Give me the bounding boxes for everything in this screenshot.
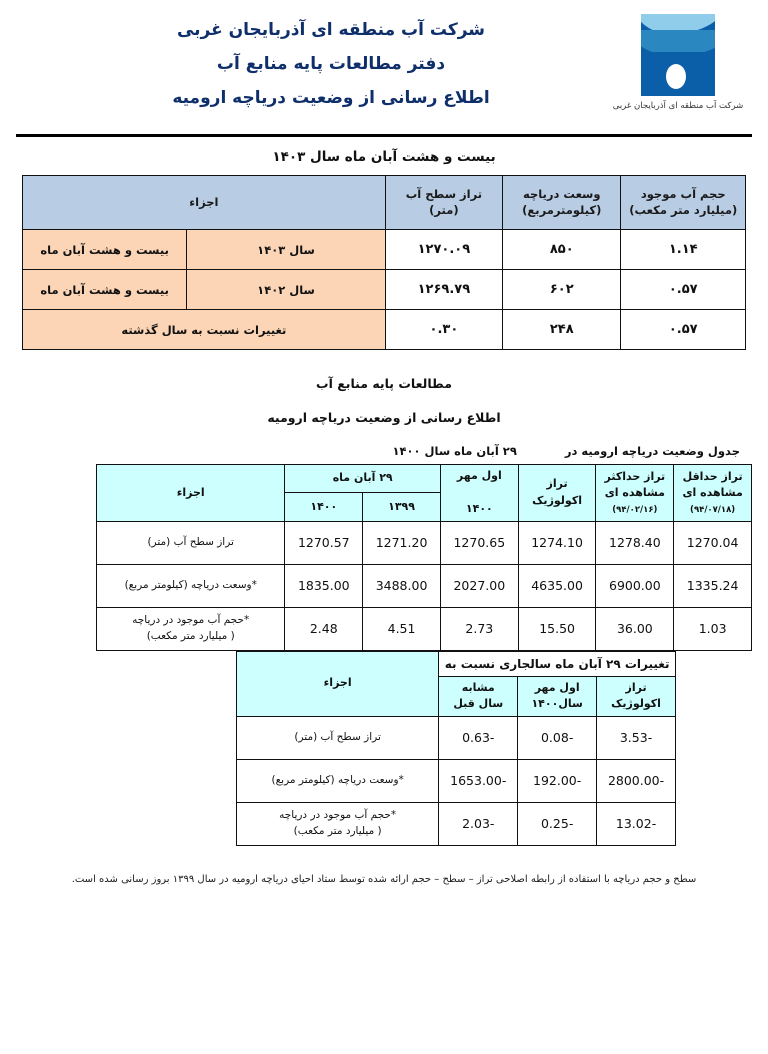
cell-max-observed: 36.00 (596, 607, 674, 650)
table1-wrapper (0, 175, 768, 350)
cell-row-label: تراز سطح آب (متر) (237, 716, 439, 759)
cell-similar-prev-year-change: -0.63 (439, 716, 518, 759)
cell-volume-change: ۰.۵۷ (621, 310, 746, 350)
cell-area: ۸۵۰ (503, 230, 621, 270)
document-footnote: سطح و حجم دریاچه با استفاده از رابطه اصلاحی تراز – سطح – حجم ارائه شده توسط ستاد احیای دریاچه ارومیه در سال ۱۳۹۹ بروز رسانی شده است. (71, 873, 697, 885)
col-header-ecologic-level: تراز اکولوژیک (518, 465, 596, 522)
table-row (97, 564, 752, 607)
cell-mehr-first-change: -0.25 (518, 802, 597, 845)
cell-row-label-changes: تغییرات نسبت به سال گذشته (23, 310, 386, 350)
mid-title-line-2: اطلاع رسانی از وضعیت دریاچه ارومیه (267, 410, 501, 425)
cell-water-level-change: ۰.۳۰ (385, 310, 502, 350)
col-header-ecologic-level: تراز اکولوژیک (597, 676, 676, 716)
col-header-area: وسعت دریاچه (کیلومترمربع) (503, 176, 621, 230)
urmia-lake-changes-table (236, 651, 676, 846)
table-header-row-top (97, 465, 752, 493)
col-header-volume: حجم آب موجود (میلیارد متر مکعب) (621, 176, 746, 230)
table-header-row (23, 176, 746, 230)
header-titles (18, 8, 614, 107)
cell-min-observed: 1270.04 (674, 521, 752, 564)
cell-max-observed: 6900.00 (596, 564, 674, 607)
col-header-mehr-first: اول مهر سال۱۴۰۰ (518, 676, 597, 716)
cell-area-change: ۲۴۸ (503, 310, 621, 350)
document-header (0, 0, 768, 132)
cell-ecologic-change: -13.02 (597, 802, 676, 845)
cell-ecologic: 15.50 (518, 607, 596, 650)
col-header-aban29-1399: ۱۳۹۹ (363, 493, 441, 521)
header-title-line-3: اطلاع رسانی از وضعیت دریاچه ارومیه (172, 88, 490, 108)
cell-mehr-first-change: -0.08 (518, 716, 597, 759)
cell-row-label: *وسعت دریاچه (کیلومتر مربع) (97, 564, 285, 607)
cell-row-label-date: بیست و هشت آبان ماه (23, 230, 187, 270)
cell-water-level: ۱۲۷۰.۰۹ (385, 230, 502, 270)
cell-mehr-first: 2.73 (440, 607, 518, 650)
table-row (23, 270, 746, 310)
cell-mehr-first: 2027.00 (440, 564, 518, 607)
col-header-aban29-group: ۲۹ آبان ماه (285, 465, 441, 493)
col-header-components: اجزاء (97, 465, 285, 522)
mid-title-line-1: مطالعات پایه منابع آب (316, 376, 452, 391)
middle-section-titles (0, 376, 768, 425)
logo-caption: شرکت آب منطقه ای آذربایجان غربی (612, 101, 744, 111)
cell-row-label: *حجم آب موجود در دریاچه ( میلیارد متر مکعب) (237, 802, 439, 845)
water-wave-logo-icon (641, 14, 715, 96)
cell-ecologic-change: -3.53 (597, 716, 676, 759)
cell-similar-prev-year-change: -1653.00 (439, 759, 518, 802)
col-header-min-observed-level: تراز حداقل مشاهده ای (۹۴/۰۷/۱۸) (674, 465, 752, 522)
col-header-max-observed-level: تراز حداکثر مشاهده ای (۹۴/۰۲/۱۶) (596, 465, 674, 522)
urmia-lake-current-status-table (22, 175, 746, 350)
col-header-similar-previous-year: مشابه سال قبل (439, 676, 518, 716)
cell-mehr-first: 1270.65 (440, 521, 518, 564)
cell-ecologic: 4635.00 (518, 564, 596, 607)
col-header-water-level: تراز سطح آب (متر) (385, 176, 502, 230)
header-title-line-2: دفتر مطالعات پایه منابع آب (216, 54, 446, 74)
cell-volume: ۱.۱۴ (621, 230, 746, 270)
table-row (23, 230, 746, 270)
table-row (97, 521, 752, 564)
table-row (97, 607, 752, 650)
cell-water-level: ۱۲۶۹.۷۹ (385, 270, 502, 310)
cell-aban29-1399: 4.51 (363, 607, 441, 650)
cell-aban29-1399: 1271.20 (363, 521, 441, 564)
header-divider (16, 134, 752, 137)
cell-row-label-year: سال ۱۴۰۲ (187, 270, 385, 310)
table2-caption-date: ۲۹ آبان ماه سال ۱۴۰۰ (392, 444, 517, 458)
logo-droplet-icon (666, 64, 686, 89)
cell-aban29-1400: 2.48 (285, 607, 363, 650)
table3-wrapper (0, 651, 768, 846)
cell-min-observed: 1335.24 (674, 564, 752, 607)
cell-max-observed: 1278.40 (596, 521, 674, 564)
col-header-mehr-first: اول مهر ۱۴۰۰ (440, 465, 518, 522)
table-header-row-top (237, 651, 676, 676)
table2-caption-main: جدول وضعیت دریاچه ارومیه در (564, 444, 740, 458)
table-row-changes (23, 310, 746, 350)
table-row (237, 802, 676, 845)
cell-row-label-date: بیست و هشت آبان ماه (23, 270, 187, 310)
cell-row-label: *حجم آب موجود در دریاچه ( میلیارد متر مکعب) (97, 607, 285, 650)
header-title-line-1: شرکت آب منطقه ای آذربایجان غربی (176, 20, 486, 40)
cell-aban29-1400: 1835.00 (285, 564, 363, 607)
col-header-components: اجزاء (237, 651, 439, 716)
cell-aban29-1400: 1270.57 (285, 521, 363, 564)
cell-aban29-1399: 3488.00 (363, 564, 441, 607)
table1-caption: بیست و هشت آبان ماه سال ۱۴۰۳ (272, 149, 496, 165)
urmia-lake-status-comparison-table (96, 464, 752, 651)
col-header-changes-group: تغییرات ۲۹ آبان ماه سالجاری نسبت به (439, 651, 676, 676)
cell-mehr-first-change: -192.00 (518, 759, 597, 802)
cell-row-label: *وسعت دریاچه (کیلومتر مربع) (237, 759, 439, 802)
col-header-aban29-1400: ۱۴۰۰ (285, 493, 363, 521)
cell-row-label-year: سال ۱۴۰۳ (187, 230, 385, 270)
table-row (237, 716, 676, 759)
cell-volume: ۰.۵۷ (621, 270, 746, 310)
table-row (237, 759, 676, 802)
organization-logo-block (614, 8, 742, 111)
cell-ecologic: 1274.10 (518, 521, 596, 564)
col-header-components: اجزاء (23, 176, 386, 230)
table2-caption (0, 444, 768, 458)
table2-wrapper (0, 464, 752, 651)
cell-similar-prev-year-change: -2.03 (439, 802, 518, 845)
cell-min-observed: 1.03 (674, 607, 752, 650)
cell-area: ۶۰۲ (503, 270, 621, 310)
cell-ecologic-change: -2800.00 (597, 759, 676, 802)
cell-row-label: تراز سطح آب (متر) (97, 521, 285, 564)
